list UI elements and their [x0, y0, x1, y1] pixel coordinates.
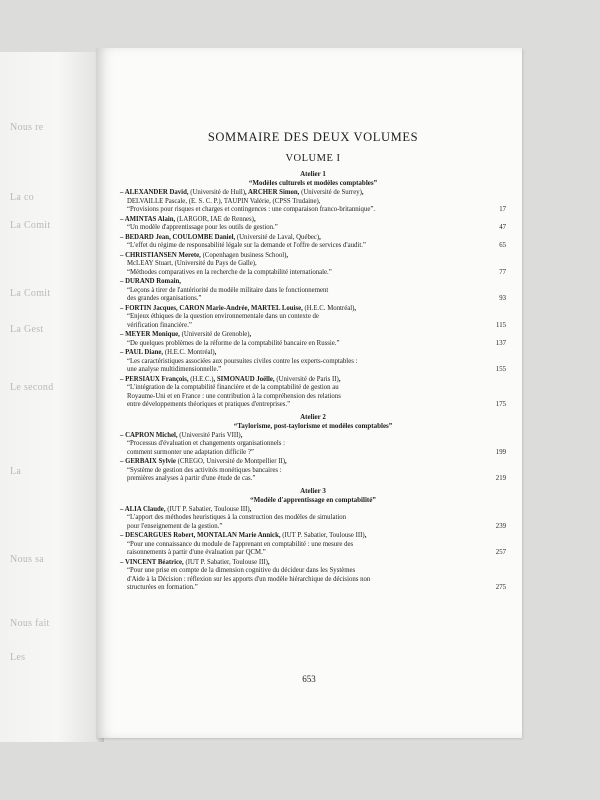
left-page-text: Les: [10, 652, 26, 663]
entry-page-number: 137: [495, 339, 506, 347]
atelier-title: “Taylorisme, post-taylorisme et modèles comptables”: [233, 421, 393, 430]
entry-authors: – CAPRON Michel, (Université Paris VIII),: [120, 431, 243, 439]
entry-title-line: une analyse multidimensionnelle.”: [127, 366, 222, 373]
entry-authors: – ALIA Claude, (IUT P. Sabatier, Toulouse III),: [120, 505, 252, 513]
entry-page-number: 115: [496, 321, 506, 329]
entry-title-line: DELVAILLE Pascale, (E. S. C. P.), TAUPIN Valérie, (CPSS Trudaine),: [127, 197, 321, 205]
entry-title-line: pour l'enseignement de la gestion.”: [127, 522, 223, 530]
toc-entry: [120, 252, 506, 278]
entry-title-line: McLEAY Stuart, (Université du Pays de Galle),: [127, 260, 257, 267]
entry-authors: – MEYER Monique, (Université de Grenoble),: [120, 331, 252, 338]
entry-authors: – DESCARGUES Robert, MONTALAN Marie Annick, (IUT P. Sabatier, Toulouse III),: [120, 532, 367, 539]
entry-page-number: 17: [499, 206, 506, 213]
entry-authors: – AMINTAS Alain, (LARGOR, IAE de Rennes),: [120, 215, 256, 223]
toc-entry: [120, 559, 506, 593]
entry-page-number: 175: [495, 401, 506, 408]
left-page-text: Nous re: [10, 122, 44, 133]
entry-page-number: 275: [495, 584, 506, 591]
entry-authors: – BEDARD Jean, COULOMBE Daniel, (Université de Laval, Québec),: [120, 233, 321, 241]
entry-page-number: 93: [499, 295, 506, 302]
entry-title-line: premières analyses à partir d'une étude de cas.”: [127, 475, 256, 482]
left-page-text: La Comit: [10, 220, 51, 231]
entry-title-line: “Pour une connaissance du module de l'apprenant en comptabilité : une mesure des: [127, 540, 354, 548]
toc-entry: [120, 376, 506, 410]
entry-page-number: 155: [495, 366, 506, 373]
entry-authors: – PERSIAUX François, (H.E.C.), SIMONAUD Joëlle, (Université de Paris II),: [120, 375, 341, 383]
toc-entry: [120, 532, 506, 558]
toc-entry: [120, 506, 506, 532]
entry-page-number: 239: [495, 522, 506, 530]
entry-title-line: “Enjeux éthiques de la question environnementale dans un contexte de: [127, 313, 319, 320]
entry-title-line: “Système de gestion des activités monétiques bancaires :: [127, 466, 282, 474]
entry-title-line: vérification financière.”: [127, 321, 192, 329]
entry-title-line: “Pour une prise en compte de la dimension cognitive du décideur dans les Systèmes: [127, 567, 356, 574]
entry-page-number: 199: [495, 448, 506, 456]
entry-authors: – DURAND Romain,: [120, 278, 181, 285]
left-page: [0, 52, 104, 742]
entry-authors: – VINCENT Béatrice, (IUT P. Sabatier, Toulouse III),: [120, 558, 270, 566]
left-page-text: La co: [10, 192, 34, 203]
entry-page-number: 47: [499, 224, 506, 231]
atelier-title: “Modèle d'apprentissage en comptabilité”: [250, 495, 376, 504]
entry-title-line: raisonnements à partir d'une évaluation par QCM.”: [127, 549, 266, 556]
toc-entry: [120, 278, 506, 304]
toc-content: [120, 130, 506, 594]
entry-title-line: “L'effet du régime de responsabilité légale sur la demande et l'offre de services d'audit.”: [127, 242, 366, 249]
entry-title-line: comment surmonter une adaptation difficile ?”: [127, 448, 254, 456]
page-title: SOMMAIRE DES DEUX VOLUMES: [207, 130, 419, 144]
toc-entry: [120, 331, 506, 348]
page-number: 653: [302, 674, 316, 684]
left-page-text: La: [10, 466, 22, 477]
entry-title-line: entre développements théoriques et pratiques d'entreprises.”: [127, 401, 291, 408]
entry-authors: – GERBAIX Sylvie (CREGO, Université de Montpellier II),: [120, 458, 287, 465]
entry-title-line: “De quelques problèmes de la réforme de la comptabilité bancaire en Russie.”: [127, 339, 340, 347]
atelier-section: [120, 413, 506, 484]
entry-title-line: “L'intégration de la comptabilité financière et de la comptabilité de gestion au: [127, 384, 339, 391]
entry-title-line: “Méthodes comparatives en la recherche de la comptabilité internationale.”: [127, 268, 332, 276]
toc-sections: [120, 170, 506, 593]
entry-title-line: d'Aide à la Décision : réflexion sur les apports d'un modèle hiérarchique de décisions non: [127, 575, 371, 583]
entry-title-line: “Provisions pour risques et charges et contingences : une comparaison franco-britannique”.: [127, 206, 376, 213]
left-page-text: La Comit: [10, 288, 51, 299]
entry-authors: – ALEXANDER David, (Université de Hull), ARCHER Simon, (Université de Surrey),: [120, 189, 364, 196]
entry-page-number: 219: [495, 475, 506, 482]
right-page: [96, 48, 522, 738]
entry-page-number: 77: [499, 268, 506, 276]
left-page-text: Nous fait: [10, 618, 50, 629]
entry-authors: – PAUL Diane, (H.E.C. Montréal),: [120, 349, 217, 356]
entry-page-number: 257: [495, 549, 506, 556]
toc-entry: [120, 216, 506, 233]
toc-entry: [120, 189, 506, 215]
atelier-label: Atelier 2: [300, 412, 326, 421]
entry-title-line: “Processus d'évaluation et changements organisationnels :: [127, 440, 285, 447]
entry-authors: – FORTIN Jacques, CARON Marie-Andrée, MARTEL Louise, (H.E.C. Montréal),: [120, 304, 357, 312]
toc-entry: [120, 305, 506, 331]
toc-entry: [120, 458, 506, 484]
atelier-title: “Modèles culturels et modèles comptables”: [248, 179, 378, 187]
atelier-section: [120, 170, 506, 410]
entry-title-line: “Leçons à tirer de l'antériorité du modèle militaire dans le fonctionnement: [127, 286, 329, 294]
entry-title-line: des grandes organisations.”: [127, 295, 202, 302]
volume-heading: VOLUME I: [285, 153, 341, 164]
entry-title-line: “Les caractéristiques associées aux poursuites civiles contre les experts-comptables :: [127, 357, 358, 365]
left-page-text: La Gest: [10, 324, 44, 335]
left-page-text: Nous sa: [10, 554, 45, 565]
entry-page-number: 65: [499, 242, 506, 249]
toc-entry: [120, 234, 506, 251]
atelier-label: Atelier 1: [300, 170, 326, 178]
atelier-section: [120, 487, 506, 593]
atelier-label: Atelier 3: [300, 486, 326, 495]
entry-title-line: Royaume-Uni et en France : une contribution à la compréhension des relations: [127, 392, 341, 400]
entry-title-line: “L'apport des méthodes heuristiques à la construction des modèles de simulation: [127, 514, 347, 521]
left-page-text: Le second: [10, 382, 54, 393]
toc-entry: [120, 432, 506, 458]
toc-entry: [120, 349, 506, 375]
entry-title-line: structurées en formation.”: [127, 584, 198, 591]
entry-authors: – CHRISTIANSEN Merete, (Copenhagen business School),: [120, 251, 289, 259]
entry-title-line: “Un modèle d'apprentissage pour les outils de gestion.”: [127, 224, 278, 231]
